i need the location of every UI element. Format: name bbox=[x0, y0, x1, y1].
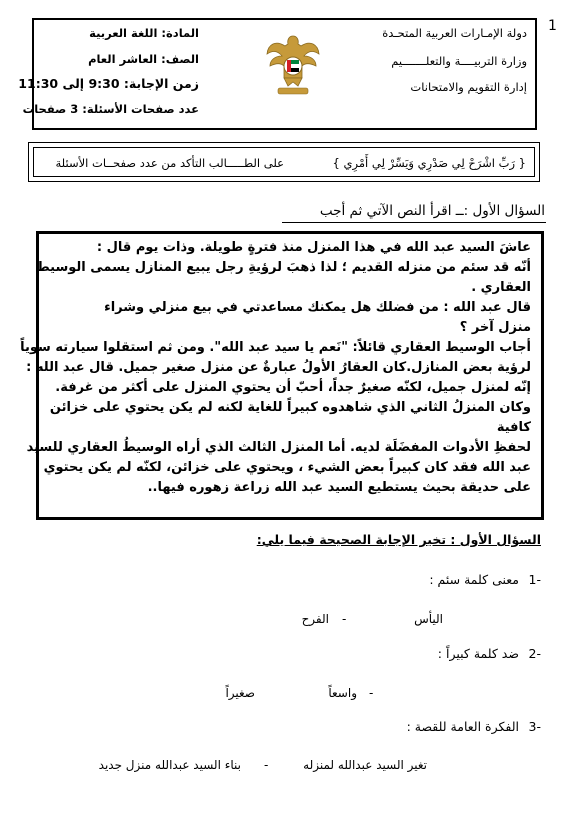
passage-line: أنّه قد سئم من منزله القديم ؛ لذا ذهبَ لرؤيةِ رجل يبيع المنازل يسمى الوسيط bbox=[36, 260, 531, 275]
header-time: زمن الإجابة: 9:30 إلى 11:30 bbox=[18, 76, 199, 91]
passage-line: العقاري . bbox=[471, 280, 531, 295]
header-department: إدارة التقويم والامتحانات bbox=[410, 80, 527, 94]
passage-line: لرؤية بعض المنازل.كان العقارُ الأولُ عبارةٌ عن منزل صغير جميل. قال عبد الله : bbox=[26, 360, 531, 375]
question-2-number: 2- bbox=[528, 646, 541, 661]
passage-line: أجاب الوسيط العقاري قائلاً: "نَعم يا سيد عبد الله". ومن ثم استقلوا سيارته سوياً bbox=[20, 340, 531, 355]
passage-line: وكان المنزلُ الثاني الذي شاهدوه كبيراً للغاية لكنه لم يكن يحتوي على خزائن bbox=[49, 400, 531, 415]
banner-inner-frame bbox=[33, 147, 535, 177]
instruction-banner bbox=[28, 142, 540, 182]
passage-line: على حديقة بحيث يستطيع السيد عبد الله زراعة زهوره فيها.. bbox=[147, 480, 531, 495]
header-ministry: وزارة التربيــــة والتعلـــــــيم bbox=[391, 54, 527, 68]
question-3-text: الفكرة العامة للقصة : bbox=[406, 719, 519, 734]
passage-line: لحفظِ الأدوات المفضَلَة لديه. أما المنزل الثالث الذي أراه الوسيطُ العقاري للسيد bbox=[26, 440, 531, 455]
header-subject: المادة: اللغة العربية bbox=[89, 26, 199, 40]
question-3-separator: - bbox=[264, 758, 269, 772]
banner-verse: { رَبِّ اشْرَحْ لِي صَدْرِي وَيَسِّرْ لِي أَمْرِي } bbox=[332, 156, 526, 170]
question-1-text: معنى كلمة سئم : bbox=[429, 572, 519, 587]
question-1-option-b[interactable]: الفرح bbox=[301, 612, 329, 626]
question-2-option-b[interactable]: صغيراً bbox=[225, 686, 255, 700]
page-number: 1 bbox=[548, 18, 557, 34]
question-2-option-a[interactable]: واسعاً bbox=[328, 686, 357, 700]
question-3-number: 3- bbox=[528, 719, 541, 734]
uae-emblem-icon bbox=[266, 32, 320, 98]
header-grade: الصف: العاشر العام bbox=[88, 52, 199, 66]
mc-section-title: السؤال الأول : تخير الإجابة الصحيحة فيما يلي: bbox=[256, 532, 541, 547]
passage-line: إنّه لمنزل جميل، لكنّه صغيرٌ جداً، أحبّ أن يحتوي المنزل على أكثر من غرفة. bbox=[55, 380, 531, 395]
passage-line: عاشَ السيد عبد الله في هذا المنزل منذ فترةٍ طويلة. وذات يوم قال : bbox=[96, 240, 531, 255]
question-1-separator: - bbox=[342, 612, 347, 626]
question-3-option-b[interactable]: بناء السيد عبدالله منزل جديد bbox=[98, 758, 241, 772]
header-country: دولة الإمـارات العربية المتحـدة bbox=[382, 26, 527, 40]
passage-line: قال عبد الله : من فضلك هل يمكنك مساعدتي في بيع منزلي وشراء bbox=[104, 300, 531, 315]
passage-line: كافية bbox=[496, 420, 531, 435]
passage-line: منزل آخر ؟ bbox=[459, 320, 531, 335]
question-2-text: ضد كلمة كبيراً : bbox=[437, 646, 519, 661]
question-1-option-a[interactable]: اليأس bbox=[414, 612, 443, 626]
question1-title: السؤال الأول :ــ اقرأ النص الآتي ثم أجب bbox=[319, 203, 545, 219]
header-pages: عدد صفحات الأسئلة: 3 صفحات bbox=[22, 102, 199, 116]
question-1-number: 1- bbox=[528, 572, 541, 587]
reading-passage bbox=[20, 231, 544, 520]
question-3-option-a[interactable]: تغير السيد عبدالله لمنزله bbox=[303, 758, 427, 772]
banner-notice: على الطـــــالب التأكد من عدد صفحــات الأسئلة bbox=[55, 156, 284, 170]
question1-underline bbox=[282, 222, 546, 223]
question-2-separator: - bbox=[369, 686, 374, 700]
passage-line: عبد الله فقد كان كبيراً بعض الشيء ، ويحتوي على خزائن، لكنّه لم يكن يحتوي bbox=[43, 460, 531, 475]
